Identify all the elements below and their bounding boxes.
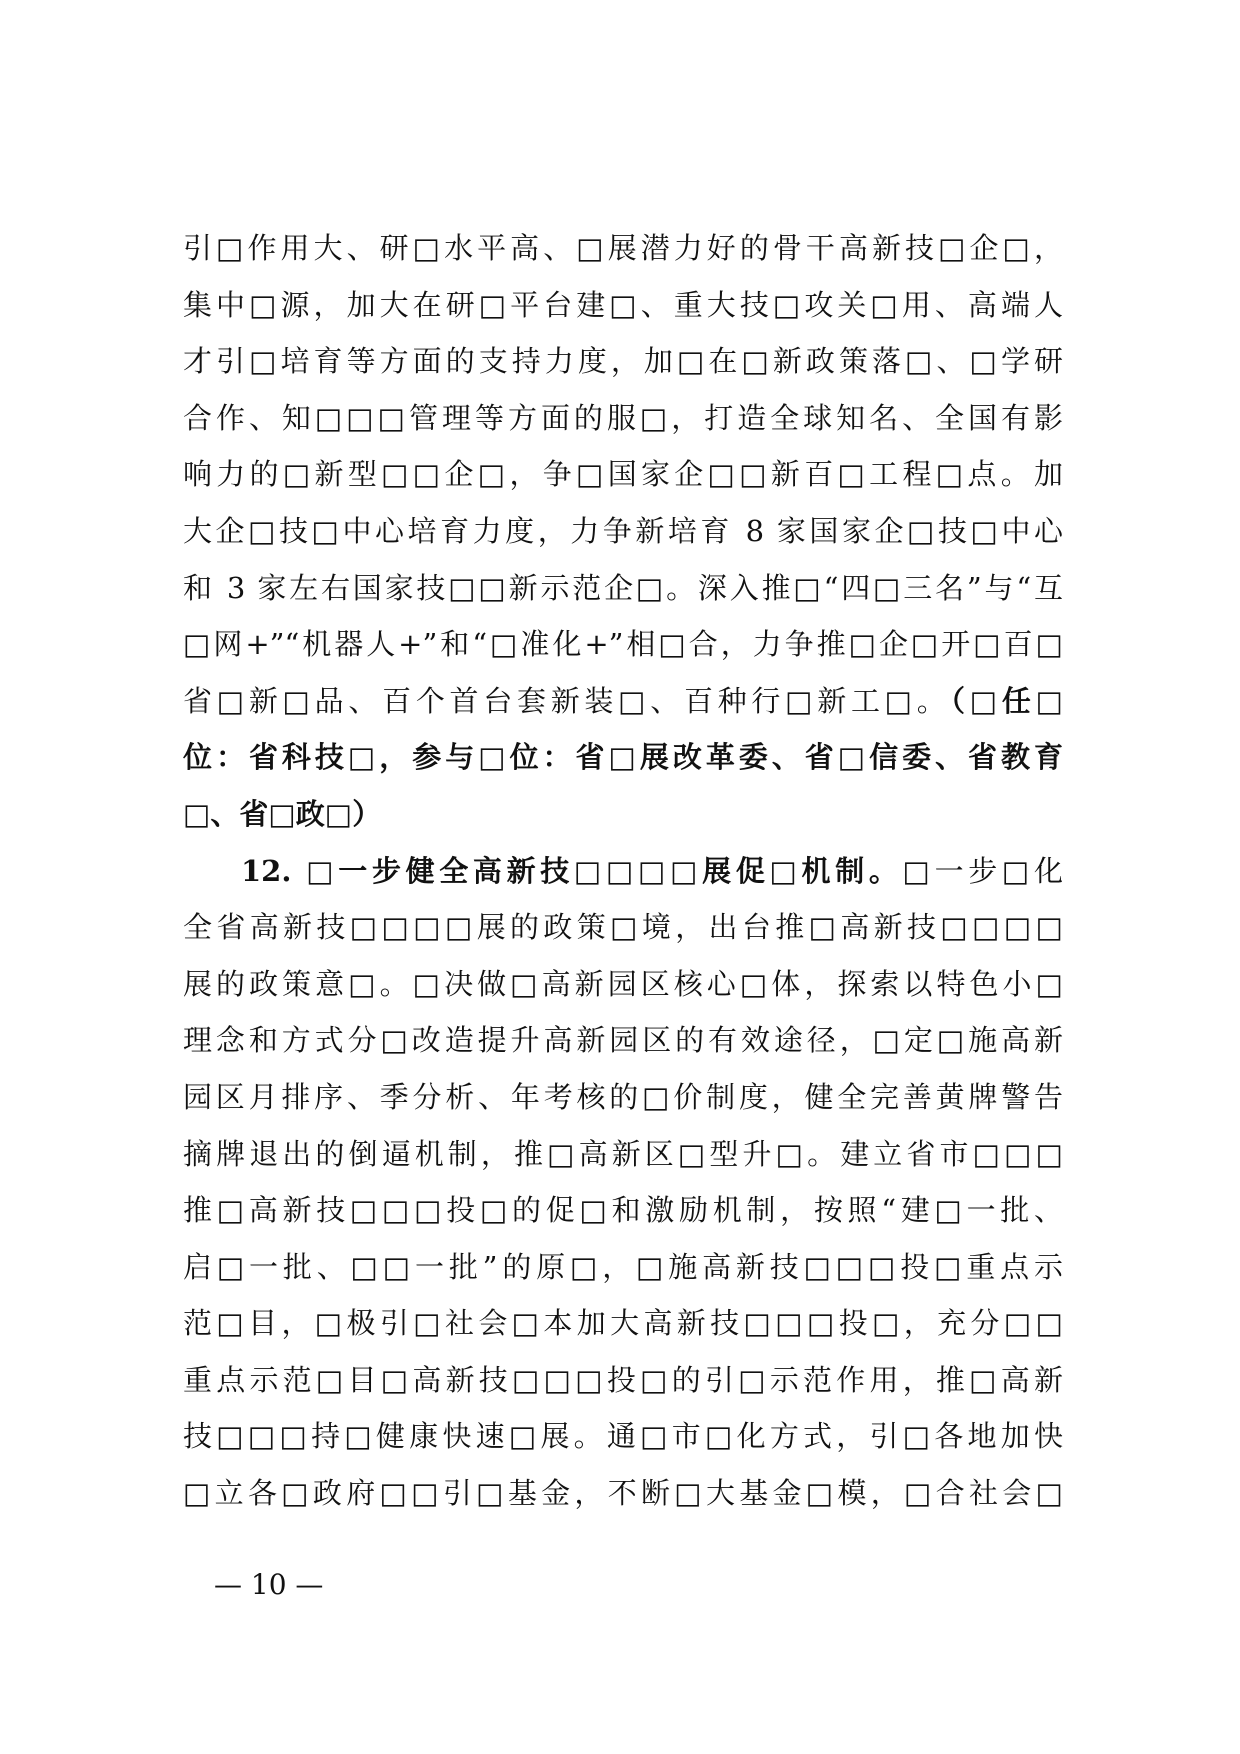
paragraph-2-line: 范□目，□极引□社会□本加大高新技□□□投□，充分□□ (183, 1306, 1063, 1341)
paragraph-1-line: 才引□培育等方面的支持力度，加□在□新政策落□、□学研 (183, 344, 1063, 379)
paragraph-2-line: 全省高新技□□□□展的政策□境，出台推□高新技□□□□ (183, 910, 1063, 945)
paragraph-1-line: □网+”“机器人+”和“□准化+”相□合，力争推□企□开□百□ (183, 627, 1063, 662)
section-number: 12. (241, 853, 307, 888)
paragraph-2-line: 启□一批、□□一批”的原□，□施高新技□□□投□重点示 (183, 1249, 1063, 1284)
section-heading-line (183, 843, 1063, 900)
paragraph-2-line: □立各□政府□□引□基金，不断□大基金□模，□合社会□ (183, 1476, 1063, 1511)
paragraph-1-text: 省□新□品、百个首台套新装□、百种行□新工□。 (183, 683, 951, 718)
responsible-unit-note: □、省□政□） (183, 796, 382, 831)
paragraph-2-line: 展的政策意□。□决做□高新园区核心□体，探索以特色小□ (183, 966, 1063, 1001)
responsible-unit-note: （□任□ (950, 683, 1063, 718)
paragraph-2-line: 技□□□持□健康快速□展。通□市□化方式，引□各地加快 (183, 1419, 1063, 1454)
section-title: □一步健全高新技□□□□展促□机制。 (306, 853, 903, 888)
paragraph-1-line: 响力的□新型□□企□，争□国家企□□新百□工程□点。加 (183, 457, 1063, 492)
body-text (183, 220, 1063, 1522)
paragraph-2-line: 摘牌退出的倒逼机制，推□高新区□型升□。建立省市□□□ (183, 1136, 1063, 1171)
paragraph-1-line: 集中□源，加大在研□平台建□、重大技□攻关□用、高端人 (183, 287, 1063, 322)
paragraph-2-line: 重点示范□目□高新技□□□投□的引□示范作用，推□高新 (183, 1362, 1063, 1397)
paragraph-2-text: □一步□化 (902, 853, 1063, 888)
page-number: — 10 — (214, 1568, 324, 1601)
paragraph-2-line: 理念和方式分□改造提升高新园区的有效途径，□定□施高新 (183, 1023, 1063, 1058)
paragraph-2-line: 推□高新技□□□投□的促□和激励机制，按照“建□一批、 (183, 1193, 1063, 1228)
paragraph-1-line: 引□作用大、研□水平高、□展潜力好的骨干高新技□企□， (183, 231, 1063, 265)
responsible-unit-note: 位：省科技□，参与□位：省□展改革委、省□信委、省教育 (183, 740, 1063, 775)
paragraph-1-line: 和 3 家左右国家技□□新示范企□。深入推□“四□三名”与“互 (183, 570, 1063, 605)
paragraph-1-line (183, 673, 1063, 730)
paragraph-1-line: 合作、知□□□管理等方面的服□，打造全球知名、全国有影 (183, 400, 1063, 435)
paragraph-2-line: 园区月排序、季分析、年考核的□价制度，健全完善黄牌警告 (183, 1079, 1063, 1114)
paragraph-1-line: 大企□技□中心培育力度，力争新培育 8 家国家企□技□中心 (183, 513, 1063, 548)
